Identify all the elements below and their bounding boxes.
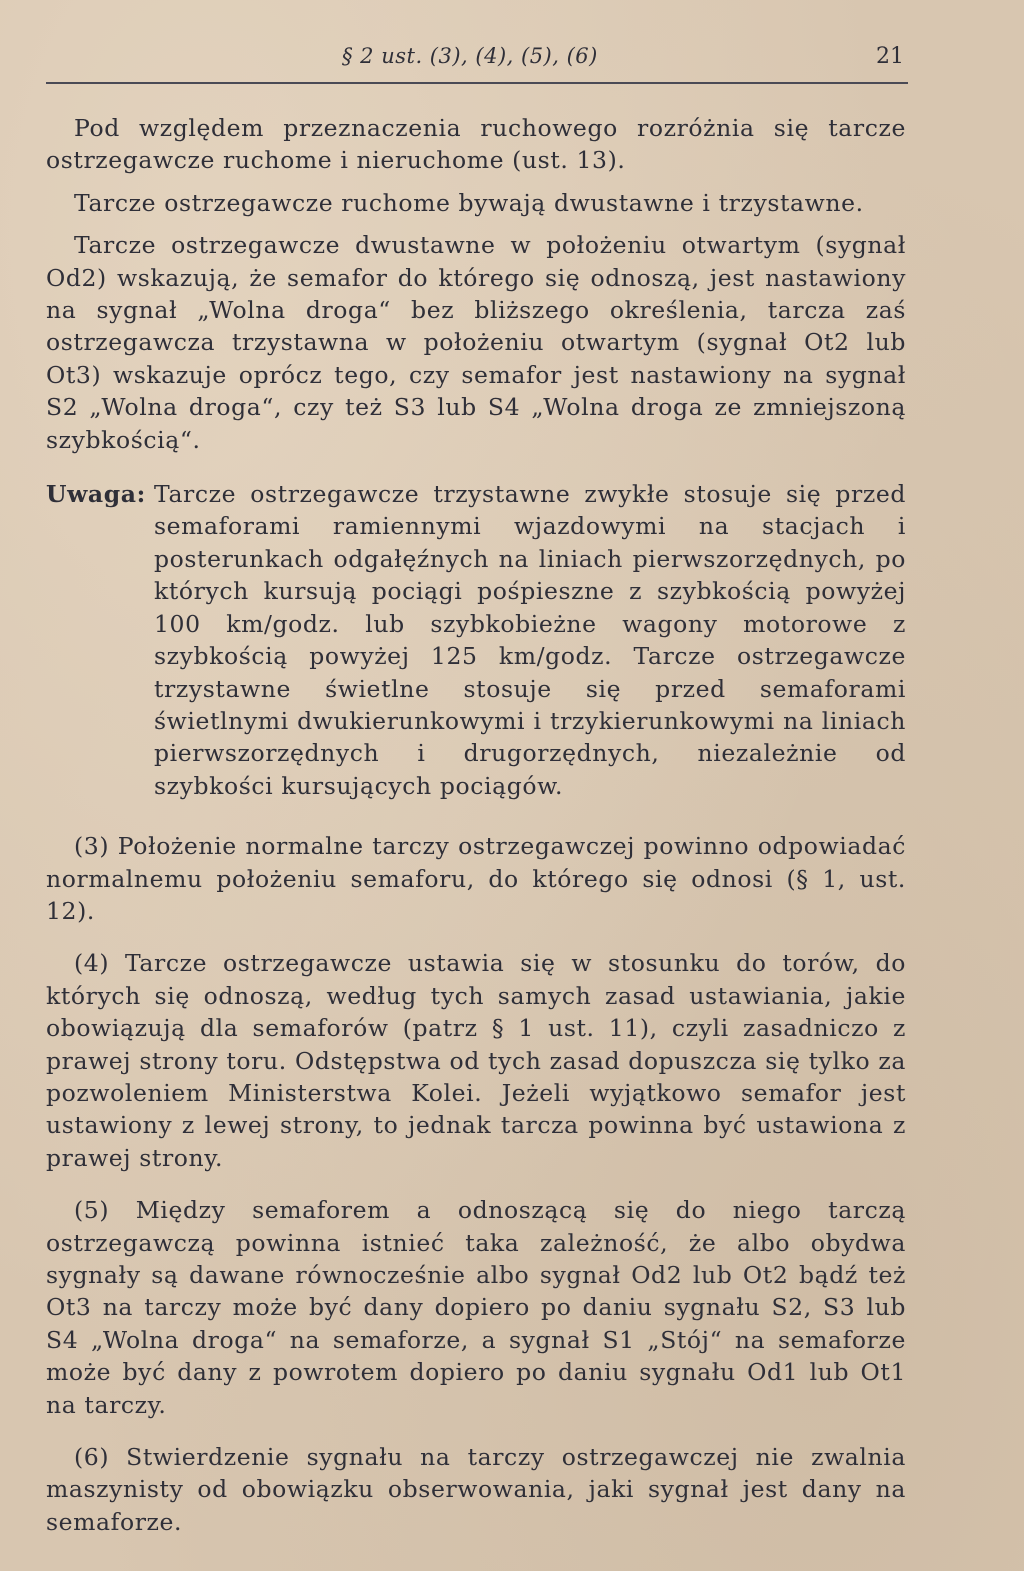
page-number: 21 (876, 44, 904, 69)
page-header (46, 42, 908, 84)
section-6: (6) Stwierdzenie sygnału na tarczy ostrzegawczej nie zwalnia maszynisty od obowiązku obserwowania, jaki sygnał jest dany na semaforze. (46, 1443, 906, 1536)
running-head: § 2 ust. (3), (4), (5), (6) (342, 44, 598, 68)
section-3: (3) Położenie normalne tarczy ostrzegawczej powinno odpowiadać normalnemu położeniu semaforu, do którego się odnosi (§ 1, ust. 12). (46, 832, 906, 925)
section-4: (4) Tarcze ostrzegawcze ustawia się w stosunku do torów, do których się odnoszą, według tych samych zasad ustawiania, jakie obowiązują dla semaforów (patrz § 1 ust. 11), czyli zasadniczo z prawej strony toru. Odstępstwa od tych zasad dopuszcza się tylko za pozwoleniem Ministerstwa Kolei. Jeżeli wyjątkowo semafor jest ustawiony z lewej strony, to jednak tarcza powinna być ustawiona z prawej strony. (46, 949, 906, 1172)
section-5: (5) Między semaforem a odnoszącą się do niego tarczą ostrzegawczą powinna istnieć taka zależność, że albo obydwa sygnały są dawane równocześnie albo sygnał Od2 lub Ot2 bądź też Ot3 na tarczy może być dany dopiero po daniu sygnału S2, S3 lub S4 „Wolna droga“ na semaforze, a sygnał S1 „Stój“ na semaforze może być dany z powrotem dopiero po daniu sygnału Od1 lub Ot1 na tarczy. (46, 1196, 906, 1419)
paragraph-signal-meaning: Tarcze ostrzegawcze dwustawne w położeniu otwartym (sygnał Od2) wskazują, że semafor do którego się odnoszą, jest nastawiony na sygnał „Wolna droga“ bez bliższego określenia, tarcza zaś ostrzegawcza trzystawna w położeniu otwartym (sygnał Ot2 lub Ot3) wskazuje oprócz tego, czy semafor jest nastawiony na sygnał S2 „Wolna droga“, czy też S3 lub S4 „Wolna droga ze zmniejszoną szybkością“. (46, 231, 906, 454)
note-block (46, 478, 906, 802)
note-text: Tarcze ostrzegawcze trzystawne zwykłe stosuje się przed semaforami ramiennymi wjazdowymi na stacjach i posterunkach odgałęźnych na liniach pierwszorzędnych, po których kursują pociągi pośpieszne z szybkością powyżej 100 km/godz. lub szybkobieżne wagony motorowe z szybkością powyżej 125 km/godz. Tarcze ostrzegawcze trzystawne świetlne stosuje się przed semaforami świetlnymi dwukierunkowymi i trzykierunkowymi na liniach pierwszorzędnych i drugorzędnych, niezależnie od szybkości kursujących pociągów. (154, 480, 906, 800)
body-text (46, 112, 906, 1538)
paragraph-purpose: Pod względem przeznaczenia ruchowego rozróżnia się tarcze ostrzegawcze ruchome i nieruchome (ust. 13). (46, 114, 906, 175)
note-label: Uwaga: (46, 480, 146, 509)
paragraph-movable-types: Tarcze ostrzegawcze ruchome bywają dwustawne i trzystawne. (74, 188, 864, 217)
